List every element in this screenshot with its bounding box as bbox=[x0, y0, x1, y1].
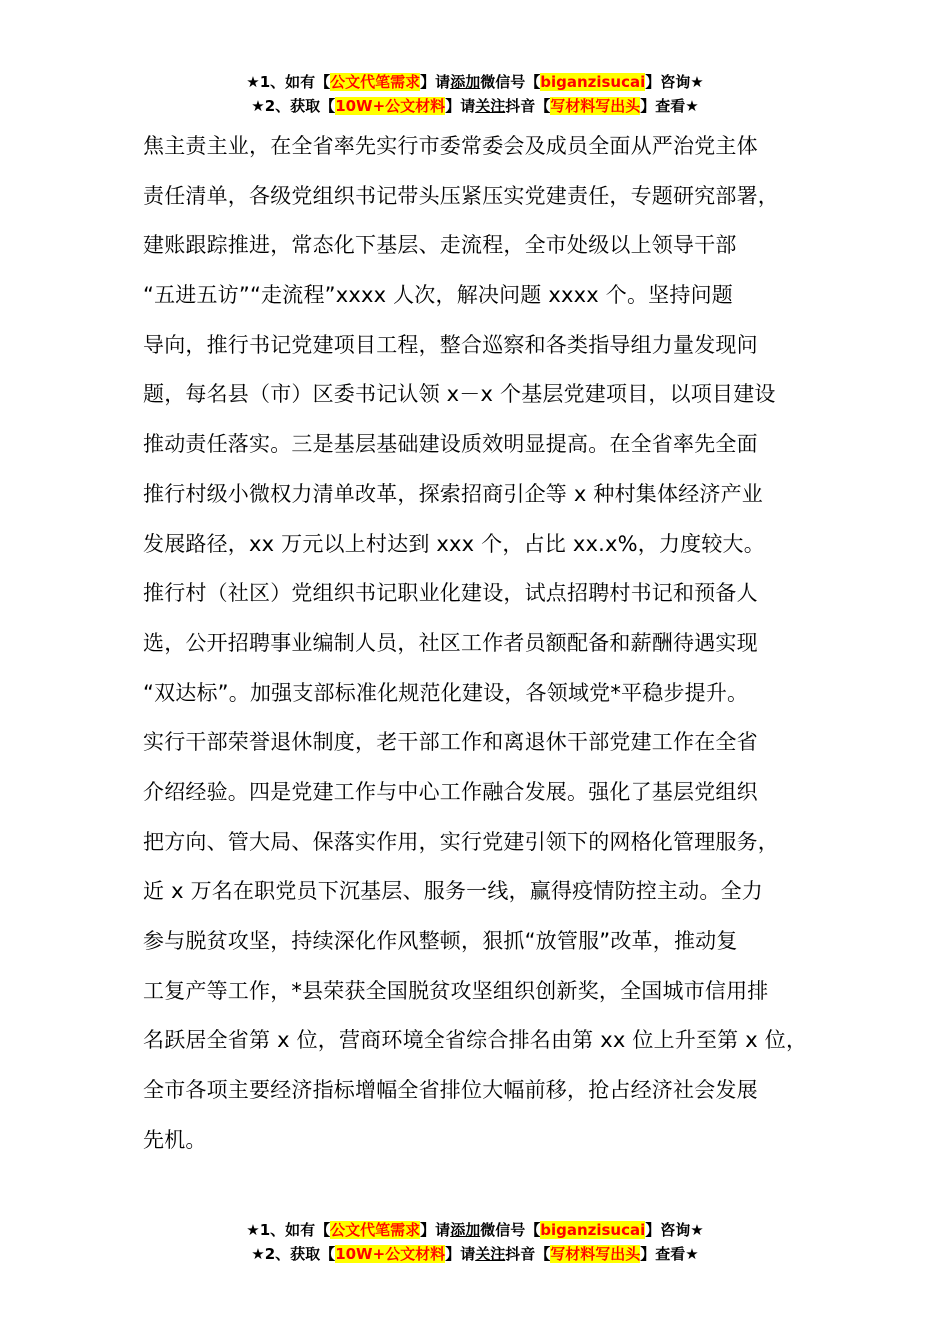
footer-line-1 bbox=[0, 1218, 950, 1242]
body-line: 题，每名县（市）区委书记认领 x－x 个基层党建项目，以项目建设 bbox=[143, 382, 776, 407]
header-line-1-underlined: 添加 bbox=[450, 73, 481, 91]
body-line: 先机。 bbox=[143, 1127, 207, 1152]
footer-line-2-highlight-account: 写材料写出头 bbox=[550, 1245, 641, 1263]
footer-line-2-text-2: 抖音【 bbox=[505, 1245, 551, 1263]
footer-line-2-suffix: 】查看★ bbox=[640, 1245, 699, 1263]
header-line-2-text-2: 抖音【 bbox=[505, 97, 551, 115]
footer-line-1-prefix: ★1、如有【 bbox=[246, 1221, 331, 1239]
body-line: 实行干部荣誉退休制度，老干部工作和离退休干部党建工作在全省 bbox=[143, 730, 758, 755]
body-line: 推行村（社区）党组织书记职业化建设，试点招聘村书记和预备人 bbox=[143, 581, 758, 606]
header-line-1-suffix: 】咨询★ bbox=[645, 73, 704, 91]
header-line-2-highlight-materials: 10W+公文材料 bbox=[335, 97, 446, 115]
body-line: 选，公开招聘事业编制人员，社区工作者员额配备和薪酬待遇实现 bbox=[143, 630, 758, 655]
header-line-2-suffix: 】查看★ bbox=[640, 97, 699, 115]
header-line-2-prefix: ★2、获取【 bbox=[251, 97, 336, 115]
header-line-1-text-2: 微信号【 bbox=[480, 73, 541, 91]
body-line: 焦主责主业，在全省率先实行市委常委会及成员全面从严治党主体 bbox=[143, 134, 758, 158]
body-line: 工复产等工作，*县荣获全国脱贫攻坚组织创新奖，全国城市信用排 bbox=[143, 978, 769, 1003]
header-line-1-prefix: ★1、如有【 bbox=[246, 73, 331, 91]
body-line: 近 x 万名在职党员下沉基层、服务一线，赢得疫情防控主动。全力 bbox=[143, 879, 763, 904]
header-line-2 bbox=[0, 94, 950, 118]
body-line: 导向，推行书记党建项目工程，整合巡察和各类指导组力量发现问 bbox=[143, 332, 758, 357]
body-line: 建账跟踪推进，常态化下基层、走流程，全市处级以上领导干部 bbox=[143, 233, 737, 258]
footer-line-2-underlined: 关注 bbox=[475, 1245, 506, 1263]
footer-banner bbox=[0, 1218, 950, 1266]
document-body bbox=[143, 122, 833, 1165]
footer-line-1-highlight-wechat: biganzisucai bbox=[540, 1221, 646, 1239]
header-line-1-text: 】请 bbox=[420, 73, 451, 91]
footer-line-1-highlight-service: 公文代笔需求 bbox=[330, 1221, 421, 1239]
body-line: “五进五访”“走流程”xxxx 人次，解决问题 xxxx 个。坚持问题 bbox=[143, 283, 733, 308]
footer-line-1-suffix: 】咨询★ bbox=[645, 1221, 704, 1239]
header-banner bbox=[0, 70, 950, 118]
footer-line-1-text-2: 微信号【 bbox=[480, 1221, 541, 1239]
header-line-1-highlight-service: 公文代笔需求 bbox=[330, 73, 421, 91]
header-line-2-underlined: 关注 bbox=[475, 97, 506, 115]
body-line: 推动责任落实。三是基层基础建设质效明显提高。在全省率先全面 bbox=[143, 432, 758, 457]
body-line: “双达标”。加强支部标准化规范化建设，各领域党*平稳步提升。 bbox=[143, 680, 749, 705]
footer-line-2-highlight-materials: 10W+公文材料 bbox=[335, 1245, 446, 1263]
footer-line-1-underlined: 添加 bbox=[450, 1221, 481, 1239]
body-line: 责任清单，各级党组织书记带头压紧压实党建责任，专题研究部署， bbox=[143, 183, 779, 208]
header-line-2-text: 】请 bbox=[445, 97, 476, 115]
footer-line-2-prefix: ★2、获取【 bbox=[251, 1245, 336, 1263]
header-line-1 bbox=[0, 70, 950, 94]
header-line-1-highlight-wechat: biganzisucai bbox=[540, 73, 646, 91]
body-line: 全市各项主要经济指标增幅全省排位大幅前移，抢占经济社会发展 bbox=[143, 1078, 758, 1103]
body-line: 发展路径，xx 万元以上村达到 xxx 个，占比 xx.x%，力度较大。 bbox=[143, 531, 765, 556]
body-line: 把方向、管大局、保落实作用，实行党建引领下的网格化管理服务， bbox=[143, 829, 779, 854]
footer-line-1-text: 】请 bbox=[420, 1221, 451, 1239]
body-line: 名跃居全省第 x 位，营商环境全省综合排名由第 xx 位上升至第 x 位， bbox=[143, 1028, 808, 1053]
header-line-2-highlight-account: 写材料写出头 bbox=[550, 97, 641, 115]
body-line: 参与脱贫攻坚，持续深化作风整顿，狠抓“放管服”改革，推动复 bbox=[143, 929, 738, 953]
footer-line-2-text: 】请 bbox=[445, 1245, 476, 1263]
body-line: 介绍经验。四是党建工作与中心工作融合发展。强化了基层党组织 bbox=[143, 779, 758, 804]
footer-line-2 bbox=[0, 1242, 950, 1266]
body-line: 推行村级小微权力清单改革，探索招商引企等 x 种村集体经济产业 bbox=[143, 481, 763, 506]
